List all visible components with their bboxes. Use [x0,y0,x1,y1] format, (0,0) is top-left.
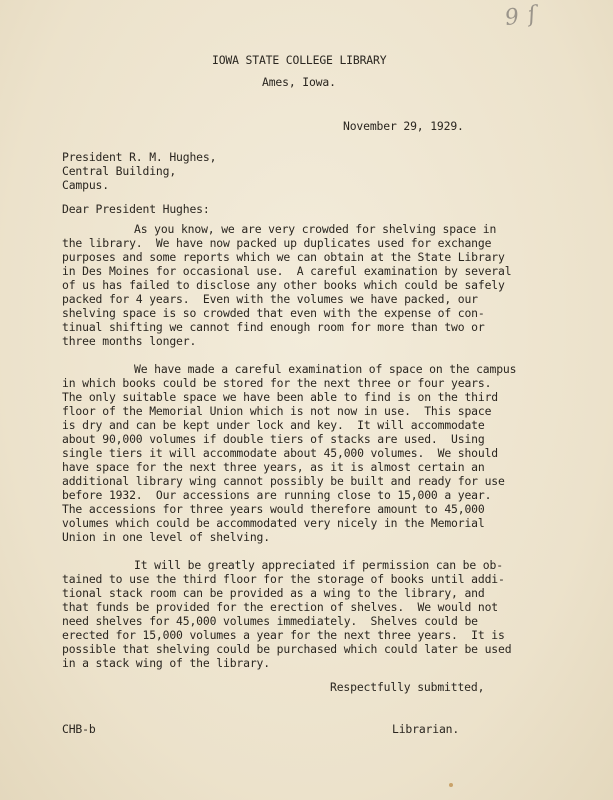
body-line: The only suitable space we have been able to find is on the third [62,390,499,404]
reference-initials: CHB-b [62,722,96,736]
body-line: need shelves for 45,000 volumes immediately. Shelves could be [62,614,478,628]
signer-title: Librarian. [392,722,460,736]
pencil-notation: 9 ſ [503,1,539,32]
body-line: single tiers it will accommodate about 45,000 volumes. We should [62,446,499,460]
body-line: possible that shelving could be purchased which could later be used [62,642,512,656]
body-line: tinual shifting we cannot find enough room for more than two or [62,320,485,334]
body-line: We have made a careful examination of space on the campus [134,362,517,376]
body-line: the library. We have now packed up duplicates used for exchange [62,236,492,250]
closing: Respectfully submitted, [330,680,485,694]
body-line: that funds be provided for the erection of shelves. We would not [62,600,499,614]
salutation: Dear President Hughes: [62,202,210,216]
body-line: erected for 15,000 volumes a year for the next three years. It is [62,628,505,642]
body-line: in Des Moines for occasional use. A careful examination by several [62,264,512,278]
body-line: before 1932. Our accessions are running close to 15,000 a year. [62,488,492,502]
body-line: tained to use the third floor for the storage of books until addi- [62,572,505,586]
body-line: is dry and can be kept under lock and key. It will accommodate [62,418,485,432]
recipient-line: Central Building, [62,164,177,178]
body-line: of us has failed to disclose any other books which could be safely [62,278,505,292]
letterhead-city: Ames, Iowa. [262,75,336,89]
body-line: three months longer. [62,334,197,348]
body-line: have space for the next three years, as it is almost certain an [62,460,485,474]
body-line: It will be greatly appreciated if permission can be ob- [134,558,503,572]
letter-date: November 29, 1929. [343,119,464,133]
body-line: floor of the Memorial Union which is not now in use. This space [62,404,492,418]
body-line: volumes which could be accommodated very nicely in the Memorial [62,516,485,530]
body-line: The accessions for three years would therefore amount to 45,000 [62,502,485,516]
body-line: about 90,000 volumes if double tiers of stacks are used. Using [62,432,485,446]
body-line: tional stack room can be provided as a wing to the library, and [62,586,485,600]
letterhead-name: IOWA STATE COLLEGE LIBRARY [212,53,387,67]
recipient-line: Campus. [62,178,109,192]
body-line: purposes and some reports which we can obtain at the State Library [62,250,505,264]
body-line: shelving space is so crowded that even with the expense of con- [62,306,485,320]
body-line: As you know, we are very crowded for shelving space in [134,222,497,236]
body-line: in which books could be stored for the next three or four years. [62,376,492,390]
body-line: additional library wing cannot possibly be built and ready for use [62,474,505,488]
body-line: in a stack wing of the library. [62,656,270,670]
ink-spot [449,783,453,787]
body-line: packed for 4 years. Even with the volumes we have packed, our [62,292,478,306]
body-line: Union in one level of shelving. [62,530,270,544]
recipient-line: President R. M. Hughes, [62,150,217,164]
